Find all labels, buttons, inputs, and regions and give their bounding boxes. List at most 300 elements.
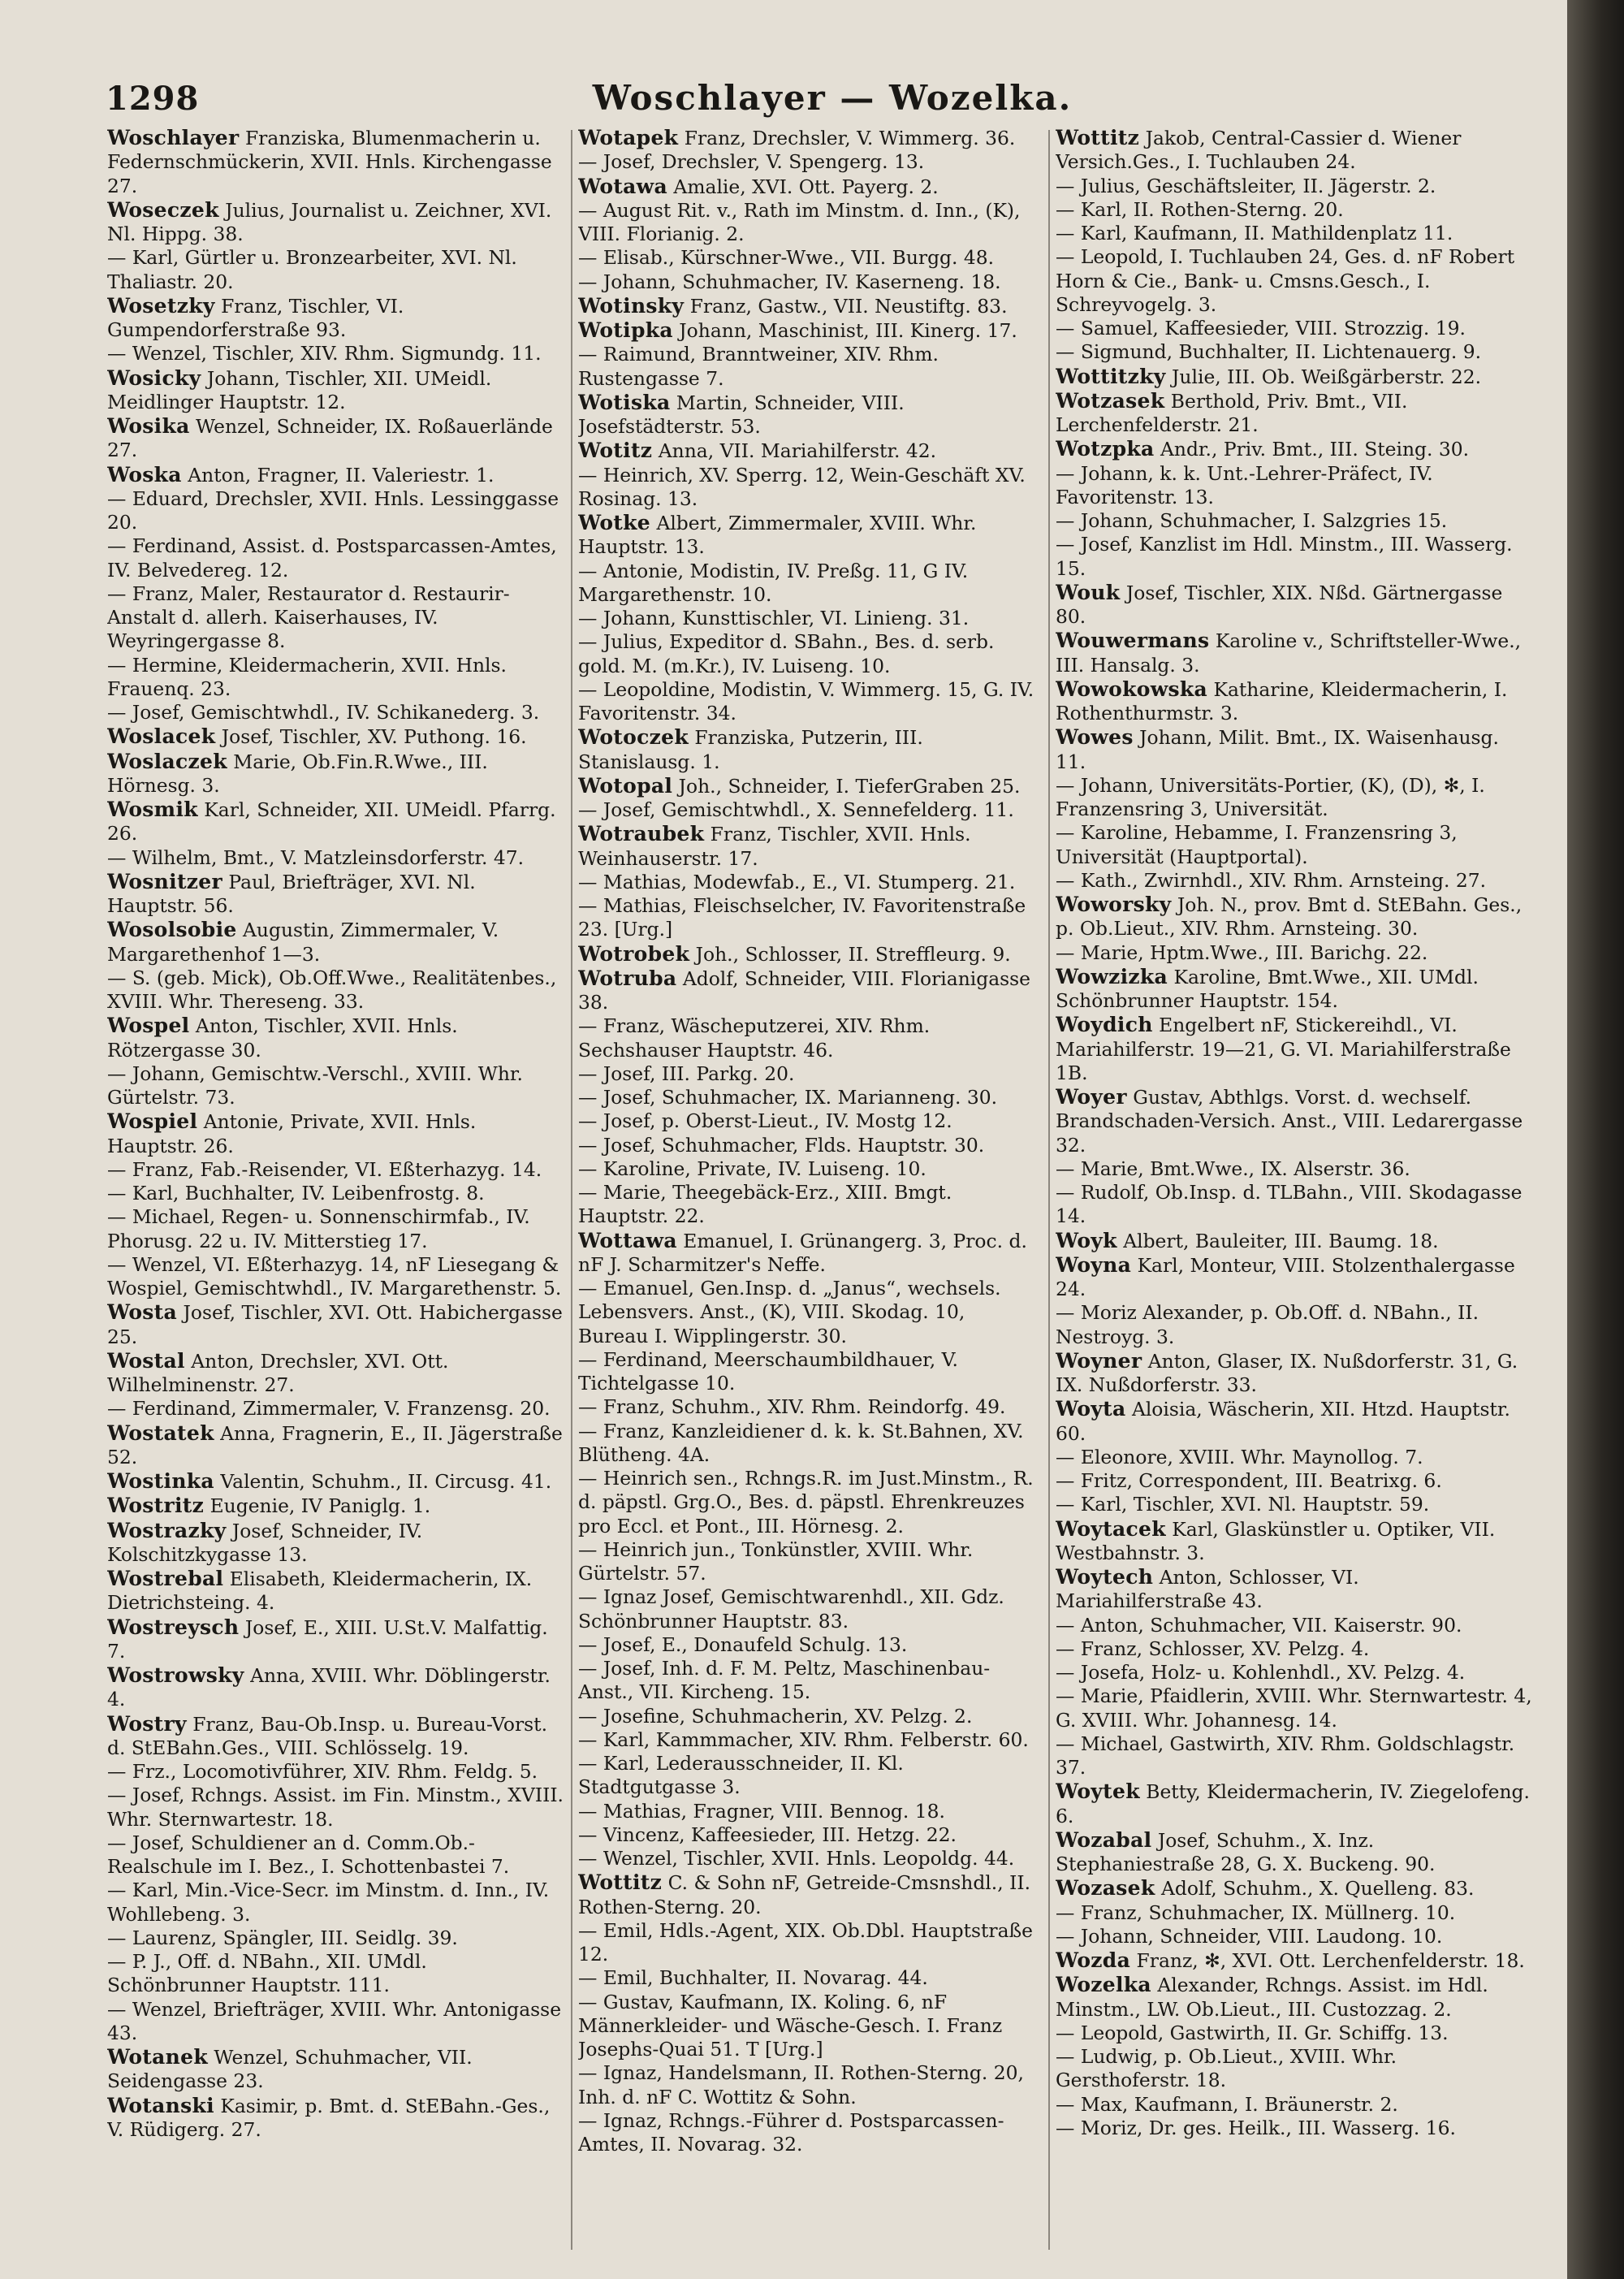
entry-details: Eugenie, IV Paniglg. 1.	[209, 1494, 431, 1518]
entry-details: — Josef, Drechsler, V. Spengerg. 13.	[578, 150, 925, 174]
entry-details: Engelbert nF, Stickereihdl., VI. Mariahilferstr. 19—21, G. VI. Mariahilferstraße 1B.	[1056, 1014, 1511, 1084]
entry-details: — Michael, Regen- u. Sonnenschirmfab., IV. Phorusg. 22 u. IV. Mitterstieg 17.	[107, 1205, 530, 1252]
entry-surname: Wotruba	[578, 966, 677, 990]
entry-details: — Franz, Maler, Restaurator d. Restaurir-Anstalt d. allerh. Kaiserhauses, IV. Weyringergasse 8.	[107, 582, 510, 653]
entry-details: — Johann, k. k. Unt.-Lehrer-Präfect, IV. Favoritenstr. 13.	[1056, 461, 1433, 508]
entry-details: — Raimund, Branntweiner, XIV. Rhm. Rustengasse 7.	[578, 343, 939, 390]
entry-details: Johann, Tischler, XII. UMeidl. Meidlinger Hauptstr. 12.	[107, 366, 492, 413]
entry-surname: Woschlayer	[107, 126, 240, 149]
entry-surname: Woytacek	[1056, 1516, 1166, 1541]
directory-entry	[1056, 533, 1535, 581]
directory-entry	[578, 1157, 1034, 1181]
entry-details: — Leopoldine, Modistin, V. Wimmerg. 15, G. IV. Favoritenstr. 34.	[578, 677, 1034, 724]
entry-details: Karl, Schneider, XII. UMeidl. Pfarrg. 26.	[107, 798, 556, 845]
directory-entry	[107, 1567, 564, 1615]
entry-surname: Woslaczek	[107, 749, 227, 773]
directory-entry	[578, 1420, 1034, 1468]
directory-entry	[578, 1800, 1034, 1823]
directory-entry	[578, 1705, 1034, 1728]
entry-details: — Josef, Inh. d. F. M. Peltz, Maschinenbau-Anst., VII. Kircheng. 15.	[578, 1657, 991, 1704]
entry-details: Adolf, Schuhm., X. Quelleng. 83.	[1160, 1877, 1475, 1901]
column-divider	[1048, 130, 1050, 2250]
entry-surname: Wotinsky	[578, 293, 685, 318]
entry-details: Julie, III. Ob. Weißgärberstr. 22.	[1172, 365, 1482, 388]
directory-entry	[578, 270, 1034, 294]
directory-entry	[1056, 245, 1535, 317]
directory-entry	[107, 1109, 564, 1158]
entry-details: — Wenzel, Tischler, XIV. Rhm. Sigmundg. 11.	[107, 342, 542, 365]
directory-entry	[107, 1062, 564, 1110]
entry-details: Anna, XVIII. Whr. Döblingerstr. 4.	[107, 1664, 551, 1711]
directory-entry	[1056, 2093, 1535, 2117]
directory-entry	[1056, 2022, 1535, 2045]
directory-entry	[578, 1919, 1034, 1967]
directory-entry	[578, 1966, 1034, 1990]
directory-entry	[1056, 629, 1535, 677]
entry-details: — Ferdinand, Zimmermaler, V. Franzensg. 20.	[107, 1397, 551, 1421]
entry-details: — Karl, Min.-Vice-Secr. im Minstm. d. Inn., IV. Wohllebeng. 3.	[107, 1879, 550, 1926]
directory-entry	[107, 1927, 564, 1950]
entry-details: Anton, Glaser, IX. Nußdorferstr. 31, G. IX. Nußdorferstr. 33.	[1056, 1349, 1518, 1396]
entry-details: — Josef, Kanzlist im Hdl. Minstm., III. Wasserg. 15.	[1056, 533, 1513, 580]
directory-entry	[107, 1421, 564, 1470]
directory-entry	[107, 1712, 564, 1761]
entry-details: — Marie, Hptm.Wwe., III. Barichg. 22.	[1056, 941, 1428, 964]
entry-details: — Johann, Kunsttischler, VI. Linieng. 31.	[578, 607, 970, 629]
directory-entry	[578, 199, 1034, 247]
entry-details: — Emil, Buchhalter, II. Novarag. 44.	[578, 1966, 928, 1990]
entry-details: — Kath., Zwirnhdl., XIV. Rhm. Arnsteing. 27.	[1056, 868, 1487, 892]
directory-entry	[578, 1585, 1034, 1633]
entry-surname: Wostal	[107, 1348, 185, 1373]
entry-details: Josef, Tischler, XVI. Ott. Habichergasse 25.	[107, 1301, 563, 1348]
entry-details: — Karl, Gürtler u. Bronzearbeiter, XVI. Nl. Thaliastr. 20.	[107, 246, 517, 293]
entry-details: — Franz, Wäscheputzerei, XIV. Rhm. Sechshauser Hauptstr. 46.	[578, 1014, 931, 1062]
entry-details: — Franz, Schuhm., XIV. Rhm. Reindorfg. 49.	[578, 1395, 1006, 1419]
entry-details: Albert, Bauleiter, III. Baumg. 18.	[1123, 1229, 1439, 1252]
column-left	[107, 126, 564, 2254]
entry-details: — Johann, Universitäts-Portier, (K), (D), ✻, I. Franzensring 3, Universität.	[1056, 773, 1485, 820]
directory-entry	[107, 534, 564, 582]
directory-entry	[578, 246, 1034, 270]
directory-entry	[107, 1014, 564, 1062]
entry-surname: Wowzizka	[1056, 964, 1168, 988]
directory-entry	[107, 1519, 564, 1568]
entry-details: — Johann, Gemischtw.-Verschl., XVIII. Whr. Gürtelstr. 73.	[107, 1062, 523, 1109]
entry-details: — Frz., Locomotivführer, XIV. Rhm. Feldg. 5.	[107, 1760, 538, 1783]
entry-details: — Wenzel, Briefträger, XVIII. Whr. Antonigasse 43.	[107, 1997, 562, 2044]
entry-details: — Julius, Geschäftsleiter, II. Jägerstr. 2.	[1056, 174, 1436, 197]
column-divider	[571, 130, 572, 2250]
entry-surname: Wottitz	[578, 1870, 663, 1895]
directory-entry	[578, 822, 1034, 871]
entry-details: — Josef, Gemischtwhdl., X. Sennefelderg. 11.	[578, 798, 1014, 821]
directory-entry	[578, 871, 1034, 894]
entry-details: — Samuel, Kaffeesieder, VIII. Strozzig. 19.	[1056, 317, 1466, 339]
entry-details: — Max, Kaufmann, I. Bräunerstr. 2.	[1056, 2092, 1398, 2116]
directory-entry	[107, 1998, 564, 2046]
entry-details: Adolf, Schneider, VIII. Florianigasse 38.	[578, 967, 1031, 1014]
directory-entry	[107, 1831, 564, 1879]
directory-entry	[578, 464, 1034, 512]
entry-details: Karl, Monteur, VIII. Stolzenthalergasse 24.	[1056, 1253, 1515, 1300]
entry-details: — Karl, Tischler, XVI. Nl. Hauptstr. 59.	[1056, 1493, 1430, 1516]
directory-entry	[578, 1277, 1034, 1348]
entry-details: — Vincenz, Kaffeesieder, III. Hetzg. 22.	[578, 1823, 957, 1846]
entry-surname: Woyer	[1056, 1085, 1127, 1109]
directory-entry	[578, 1181, 1034, 1229]
entry-surname: Wosolsobie	[107, 918, 237, 942]
entry-details: — Franz, Fab.-Reisender, VI. Eßterhazyg. 14.	[107, 1157, 542, 1181]
entry-surname: Woyna	[1056, 1252, 1132, 1277]
directory-entry	[578, 725, 1034, 774]
directory-entry	[107, 414, 564, 463]
directory-entry	[107, 366, 564, 415]
entry-details: — Josef, Schuhmacher, Flds. Hauptstr. 30.	[578, 1133, 985, 1157]
entry-details: Anton, Tischler, XVII. Hnls. Rötzergasse 30.	[107, 1014, 458, 1062]
entry-details: Betty, Kleidermacherin, IV. Ziegelofeng. 6.	[1056, 1780, 1530, 1827]
directory-entry	[578, 391, 1034, 439]
entry-surname: Wouwermans	[1056, 629, 1210, 653]
entry-details: — Marie, Pfaidlerin, XVIII. Whr. Sternwartestr. 4, G. XVIII. Whr. Johannesg. 14.	[1056, 1684, 1532, 1732]
entry-surname: Wotiska	[578, 390, 671, 414]
entry-surname: Wospel	[107, 1014, 190, 1038]
book-binding-edge	[1567, 0, 1624, 2279]
entry-surname: Wotapek	[578, 126, 679, 149]
entry-details: — Eleonore, XVIII. Whr. Maynollog. 7.	[1056, 1445, 1423, 1468]
entry-details: — Heinrich, XV. Sperrg. 12, Wein-Geschäft XV. Rosinag. 13.	[578, 463, 1026, 510]
directory-entry	[578, 1109, 1034, 1133]
directory-entry	[578, 2109, 1034, 2157]
entry-details: Elisabeth, Kleidermacherin, IX. Dietrichsteing. 4.	[107, 1568, 533, 1615]
entry-details: Karoline v., Schriftsteller-Wwe., III. Hansalg. 3.	[1056, 629, 1522, 677]
entry-details: — Josef, p. Oberst-Lieut., IV. Mostg 12.	[578, 1109, 952, 1133]
entry-details: Anna, VII. Mariahilferstr. 42.	[658, 439, 937, 463]
directory-entry	[107, 246, 564, 294]
directory-entry	[107, 198, 564, 247]
entry-details: — Moriz Alexander, p. Ob.Off. d. NBahn., II. Nestroyg. 3.	[1056, 1301, 1479, 1348]
directory-entry	[107, 701, 564, 724]
directory-entry	[578, 150, 1034, 174]
directory-entry	[107, 126, 564, 198]
directory-entry	[578, 967, 1034, 1015]
directory-entry	[1056, 198, 1535, 222]
directory-entry	[1056, 1446, 1535, 1469]
entry-surname: Wosika	[107, 414, 190, 438]
entry-details: — Karoline, Private, IV. Luiseng. 10.	[578, 1157, 926, 1180]
directory-entry	[578, 2061, 1034, 2109]
directory-entry	[578, 439, 1034, 463]
entry-surname: Wotke	[578, 511, 650, 534]
entry-details: Katharine, Kleidermacherin, I. Rothenthurmstr. 3.	[1056, 677, 1508, 724]
entry-surname: Woska	[107, 462, 182, 487]
entry-details: — Hermine, Kleidermacherin, XVII. Hnls. Frauenq. 23.	[107, 653, 507, 700]
directory-entry	[107, 1784, 564, 1831]
entry-details: Marie, Ob.Fin.R.Wwe., III. Hörnesg. 3.	[107, 750, 488, 797]
directory-entry	[1056, 581, 1535, 629]
directory-entry	[578, 1752, 1034, 1800]
entry-details: — Gustav, Kaufmann, IX. Koling. 6, nF Männerkleider- und Wäsche-Gesch. I. Franz Josephs-Quai 51. T [Urg.]	[578, 1990, 1003, 2061]
entry-surname: Wotopal	[578, 773, 673, 798]
directory-entry	[107, 487, 564, 535]
running-title: Woschlayer — Wozelka.	[592, 78, 1073, 118]
entry-details: — Karl, Kammmacher, XIV. Rhm. Felberstr. 60.	[578, 1728, 1029, 1751]
directory-entry	[107, 724, 564, 749]
entry-surname: Wotzasek	[1056, 388, 1165, 413]
directory-entry	[1056, 1253, 1535, 1302]
directory-entry	[107, 1349, 564, 1398]
directory-entry	[1056, 365, 1535, 389]
directory-entry	[578, 607, 1034, 630]
entry-details: Josef, Schneider, IV. Kolschitzkygasse 13.	[107, 1519, 423, 1566]
directory-entry	[1056, 725, 1535, 774]
directory-entry	[107, 1253, 564, 1301]
entry-surname: Wostritz	[107, 1494, 205, 1518]
entry-details: — Karl, II. Rothen-Sterng. 20.	[1056, 197, 1344, 221]
entry-details: Anna, Fragnerin, E., II. Jägerstraße 52.	[107, 1421, 563, 1468]
entry-details: Andr., Priv. Bmt., III. Steing. 30.	[1160, 438, 1470, 461]
directory-entry	[1056, 869, 1535, 893]
directory-entry	[1056, 2045, 1535, 2093]
directory-entry	[107, 1397, 564, 1421]
entry-details: Franz, Bau-Ob.Insp. u. Bureau-Vorst. d. StEBahn.Ges., VIII. Schlösselg. 19.	[107, 1712, 548, 1759]
entry-details: — Josef, Gemischtwhdl., IV. Schikanederg. 3.	[107, 701, 540, 724]
entry-surname: Wosmik	[107, 798, 198, 821]
entry-surname: Woyk	[1056, 1228, 1117, 1252]
entry-surname: Wosnitzer	[107, 869, 222, 893]
entry-details: — Karl, Buchhalter, IV. Leibenfrostg. 8.	[107, 1182, 485, 1204]
entry-details: — Moriz, Dr. ges. Heilk., III. Wasserg. 16.	[1056, 2116, 1456, 2139]
entry-details: — Leopold, I. Tuchlauben 24, Ges. d. nF Robert Horn & Cie., Bank- u. Cmsns.Gesch., I. Schreyvogelg. 3.	[1056, 245, 1515, 316]
entry-details: — Michael, Gastwirth, XIV. Rhm. Goldschlagstr. 37.	[1056, 1732, 1515, 1779]
directory-entry	[1056, 821, 1535, 869]
entry-surname: Wotraubek	[578, 822, 705, 846]
directory-entry	[1056, 340, 1535, 364]
directory-entry	[1056, 1469, 1535, 1493]
entry-details: Wenzel, Schuhmacher, VII. Seidengasse 23.	[107, 2046, 473, 2093]
entry-details: — Emanuel, Gen.Insp. d. „Janus“, wechsels. Lebensvers. Anst., (K), VIII. Skodag. 10, Bureau I. Wipplingerstr. 30.	[578, 1277, 1001, 1347]
entry-details: — Johann, Schneider, VIII. Laudong. 10.	[1056, 1924, 1443, 1948]
directory-entry	[107, 1663, 564, 1712]
entry-surname: Woyner	[1056, 1348, 1142, 1373]
entry-details: Kasimir, p. Bmt. d. StEBahn.-Ges., V. Rüdigerg. 27.	[107, 2094, 551, 2141]
column-right	[1056, 126, 1535, 2254]
entry-details: — Franz, Schlosser, XV. Pelzg. 4.	[1056, 1637, 1370, 1660]
directory-entry	[578, 1847, 1034, 1870]
entry-details: Wenzel, Schneider, IX. Roßauerlände 27.	[107, 415, 553, 462]
entry-details: — Heinrich sen., Rchngs.R. im Just.Minstm., R. d. päpstl. Grg.O., Bes. d. päpstl. Ehrenkreuzes pro Eccl. et Pont., III. Hörnesg. 2.	[578, 1467, 1034, 1537]
entry-details: Julius, Journalist u. Zeichner, XVI. Nl. Hippg. 38.	[107, 198, 552, 245]
directory-entry	[578, 1086, 1034, 1109]
directory-entry	[1056, 1684, 1535, 1732]
directory-entry	[578, 1395, 1034, 1419]
directory-entry	[107, 2045, 564, 2094]
directory-entry	[107, 1205, 564, 1253]
directory-entry	[1056, 222, 1535, 245]
entry-details: — Franz, Schuhmacher, IX. Müllnerg. 10.	[1056, 1901, 1456, 1924]
entry-surname: Wostry	[107, 1711, 187, 1736]
entry-details: — Wenzel, VI. Eßterhazyg. 14, nF Liesegang & Wospiel, Gemischtwhdl., IV. Margarethenstr. 5.	[107, 1252, 562, 1300]
entry-details: — Ignaz, Handelsmann, II. Rothen-Sterng. 20, Inh. d. nF C. Wottitz & Sohn.	[578, 2061, 1024, 2108]
entry-details: — Ludwig, p. Ob.Lieut., XVIII. Whr. Gersthoferstr. 18.	[1056, 2045, 1397, 2092]
entry-details: Karoline, Bmt.Wwe., XII. UMdl. Schönbrunner Hauptstr. 154.	[1056, 965, 1479, 1012]
entry-surname: Wotitz	[578, 439, 653, 463]
entry-surname: Wostatek	[107, 1421, 214, 1445]
directory-entry	[578, 894, 1034, 942]
entry-surname: Wotoczek	[578, 725, 689, 750]
entry-surname: Woslacek	[107, 724, 216, 749]
directory-entry	[578, 294, 1034, 318]
directory-entry	[1056, 2117, 1535, 2140]
entry-details: — Mathias, Fleischselcher, IV. Favoritenstraße 23. [Urg.]	[578, 894, 1026, 941]
entry-details: — Wilhelm, Bmt., V. Matzleinsdorferstr. 47.	[107, 845, 525, 869]
directory-entry	[1056, 1948, 1535, 1973]
entry-details: Emanuel, I. Grünangerg. 3, Proc. d. nF J. Scharmitzer's Neffe.	[578, 1229, 1027, 1276]
directory-entry	[1056, 437, 1535, 461]
entry-details: — Marie, Theegebäck-Erz., XIII. Bmgt. Hauptstr. 22.	[578, 1181, 952, 1228]
entry-details: — Josef, Schuldiener an d. Comm.Ob.-Realschule im I. Bez., I. Schottenbastei 7.	[107, 1831, 510, 1878]
entry-details: Franz, Tischler, VI. Gumpendorferstraße 93.	[107, 294, 404, 341]
entry-details: Franz, Tischler, XVII. Hnls. Weinhauserstr. 17.	[578, 823, 971, 870]
directory-entry	[578, 774, 1034, 798]
directory-entry	[1056, 1614, 1535, 1637]
directory-entry	[578, 1823, 1034, 1847]
entry-surname: Wostinka	[107, 1469, 214, 1493]
directory-entry	[1056, 1013, 1535, 1085]
directory-entry	[1056, 941, 1535, 965]
entry-details: Josef, Tischler, XV. Puthong. 16.	[221, 725, 527, 749]
directory-entry	[1056, 1925, 1535, 1948]
entry-details: Anton, Fragner, II. Valeriestr. 1.	[188, 463, 495, 487]
entry-details: — Ferdinand, Meerschaumbildhauer, V. Tichtelgasse 10.	[578, 1347, 958, 1395]
directory-entry	[107, 463, 564, 487]
directory-entry	[578, 1870, 1034, 1919]
directory-entry	[1056, 774, 1535, 822]
directory-entry	[578, 126, 1034, 150]
directory-entry	[578, 560, 1034, 608]
entry-surname: Woytek	[1056, 1780, 1140, 1804]
entry-details: — Ignaz Josef, Gemischtwarenhdl., XII. Gdz. Schönbrunner Hauptstr. 83.	[578, 1585, 1004, 1632]
directory-entry	[107, 2094, 564, 2143]
entry-details: — Ignaz, Rchngs.-Führer d. Postsparcassen-Amtes, II. Novarag. 32.	[578, 2108, 1004, 2156]
directory-entry	[1056, 1157, 1535, 1181]
directory-entry	[107, 798, 564, 846]
directory-entry	[107, 846, 564, 870]
directory-entry	[1056, 1517, 1535, 1566]
directory-entry	[578, 175, 1034, 199]
directory-entry	[107, 1950, 564, 1998]
entry-details: — Josefa, Holz- u. Kohlenhdl., XV. Pelzg. 4.	[1056, 1661, 1466, 1684]
directory-entry	[1056, 1301, 1535, 1349]
entry-surname: Woytech	[1056, 1565, 1154, 1589]
directory-entry	[107, 342, 564, 365]
column-middle	[578, 126, 1034, 2254]
entry-details: Joh. N., prov. Bmt d. StEBahn. Ges., p. Ob.Lieut., XIV. Rhm. Arnsteing. 30.	[1056, 893, 1522, 941]
directory-entry	[578, 942, 1034, 967]
entry-details: — Mathias, Fragner, VIII. Bennog. 18.	[578, 1799, 945, 1823]
directory-entry	[107, 1469, 564, 1494]
entry-details: Paul, Briefträger, XVI. Nl. Hauptstr. 56.	[107, 870, 476, 917]
entry-details: — Emil, Hdls.-Agent, XIX. Ob.Dbl. Hauptstraße 12.	[578, 1918, 1034, 1965]
directory-entry	[1056, 1661, 1535, 1684]
entry-details: Franziska, Putzerin, III. Stanislausg. 1.	[578, 726, 923, 773]
entry-surname: Wozasek	[1056, 1876, 1155, 1901]
entry-details: Joh., Schlosser, II. Streffleurg. 9.	[695, 942, 1011, 966]
directory-entry	[1056, 1181, 1535, 1229]
entry-surname: Wouk	[1056, 580, 1121, 604]
directory-entry	[1056, 126, 1535, 175]
directory-entry	[1056, 677, 1535, 726]
directory-entry	[578, 1991, 1034, 2062]
directory-entry	[1056, 175, 1535, 198]
directory-entry	[107, 870, 564, 919]
entry-details: Johann, Maschinist, III. Kinerg. 17.	[679, 319, 1017, 342]
directory-entry	[578, 1467, 1034, 1538]
entry-details: — August Rit. v., Rath im Minstm. d. Inn., (K), VIII. Florianig. 2.	[578, 198, 1021, 245]
directory-entry	[107, 967, 564, 1014]
entry-surname: Wostreysch	[107, 1615, 240, 1639]
entry-details: — Eduard, Drechsler, XVII. Hnls. Lessinggasse 20.	[107, 487, 559, 534]
directory-entry	[578, 1229, 1034, 1278]
entry-details: — Elisab., Kürschner-Wwe., VII. Burgg. 48.	[578, 246, 995, 270]
entry-surname: Wotanski	[107, 2093, 214, 2117]
directory-entry	[1056, 509, 1535, 533]
entry-surname: Wottitzky	[1056, 364, 1166, 388]
entry-details: Albert, Zimmermaler, XVIII. Whr. Hauptstr. 13.	[578, 512, 977, 559]
entry-details: — Wenzel, Tischler, XVII. Hnls. Leopoldg. 44.	[578, 1847, 1015, 1870]
entry-surname: Wowes	[1056, 725, 1134, 750]
entry-details: — Laurenz, Spängler, III. Seidlg. 39.	[107, 1926, 458, 1949]
entry-details: Josef, Schuhm., X. Inz. Stephaniestraße 28, G. X. Buckeng. 90.	[1056, 1828, 1436, 1875]
directory-entry	[1056, 1085, 1535, 1157]
directory-entry	[107, 1760, 564, 1784]
entry-details: — Anton, Schuhmacher, VII. Kaiserstr. 90.	[1056, 1613, 1462, 1637]
entry-details: — Johann, Schuhmacher, IV. Kaserneng. 18.	[578, 270, 1001, 293]
entry-details: Martin, Schneider, VIII. Josefstädterstr. 53.	[578, 391, 905, 438]
directory-entry	[107, 918, 564, 967]
directory-entry	[1056, 462, 1535, 510]
entry-surname: Wozabal	[1056, 1827, 1152, 1852]
directory-entry	[107, 1879, 564, 1927]
entry-surname: Woworsky	[1056, 893, 1172, 916]
entry-details: Anton, Schlosser, VI. Mariahilferstraße 43.	[1056, 1566, 1359, 1613]
entry-surname: Wostrazky	[107, 1518, 227, 1542]
entry-details: Jakob, Central-Cassier d. Wiener Versich.Ges., I. Tuchlauben 24.	[1056, 127, 1462, 174]
entry-details: — Karl, Kaufmann, II. Mathildenplatz 11.	[1056, 222, 1453, 244]
entry-surname: Woseczek	[107, 197, 219, 222]
entry-details: — Josef, Rchngs. Assist. im Fin. Minstm., XVIII. Whr. Sternwartestr. 18.	[107, 1784, 564, 1831]
entry-details: C. & Sohn nF, Getreide-Cmsnshdl., II. Rothen-Sterng. 20.	[578, 1871, 1031, 1918]
entry-details: — Josef, E., Donaufeld Schulg. 13.	[578, 1632, 908, 1656]
entry-details: — Heinrich jun., Tonkünstler, XVIII. Whr. Gürtelstr. 57.	[578, 1537, 974, 1585]
entry-details: — Fritz, Correspondent, III. Beatrixg. 6.	[1056, 1469, 1442, 1492]
directory-entry	[107, 1494, 564, 1518]
entry-details: Josef, E., XIII. U.St.V. Malfattig. 7.	[107, 1615, 548, 1663]
entry-surname: Wotipka	[578, 318, 673, 342]
entry-surname: Wotanek	[107, 2045, 208, 2069]
entry-details: — Leopold, Gastwirth, II. Gr. Schiffg. 13.	[1056, 2021, 1449, 2044]
entry-surname: Wosicky	[107, 365, 201, 390]
entry-surname: Wospiel	[107, 1109, 198, 1134]
entry-details: Augustin, Zimmermaler, V. Margarethenhof 1—3.	[107, 919, 499, 966]
entry-details: — P. J., Off. d. NBahn., XII. UMdl. Schönbrunner Hauptstr. 111.	[107, 1950, 427, 1997]
entry-details: Franz, ✻, XVI. Ott. Lerchenfelderstr. 18.	[1136, 1949, 1525, 1972]
entry-surname: Wozelka	[1056, 1973, 1151, 1997]
entry-surname: Wowokowska	[1056, 677, 1208, 701]
directory-entry	[1056, 1637, 1535, 1661]
entry-details: — Ferdinand, Assist. d. Postsparcassen-Amtes, IV. Belvedereg. 12.	[107, 534, 557, 582]
entry-details: Valentin, Schuhm., II. Circusg. 41.	[220, 1470, 552, 1493]
